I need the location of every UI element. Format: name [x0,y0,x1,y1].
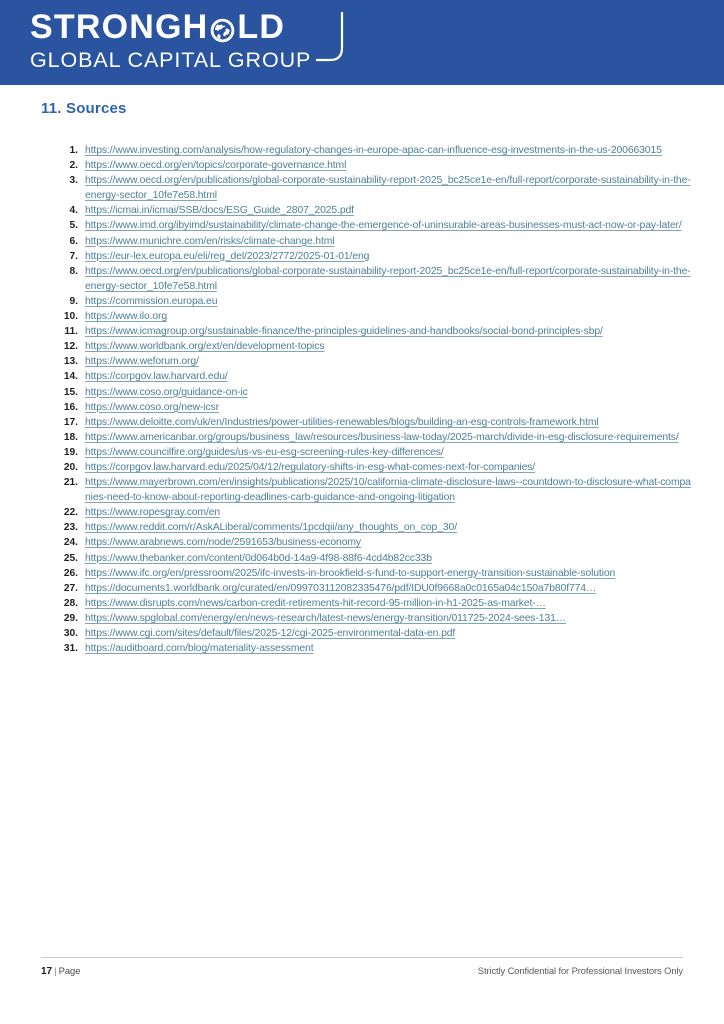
globe-icon [209,15,236,42]
list-item [52,445,692,460]
list-item-number: 26. [63,567,78,579]
list-item-number: 14. [63,371,78,383]
source-link[interactable]: https://www.imd.org/ibyimd/sustainability/climate-change-the-emergence-of-uninsurable-areas-businesses-must-act-now-or-pay-later/ [85,220,682,232]
list-item [52,641,692,656]
company-logo [30,8,330,72]
brand-text-after: LD [237,8,286,46]
list-item [52,294,692,309]
list-item-number: 11. [64,326,78,338]
list-item-number: 16. [63,401,78,413]
source-link[interactable]: https://auditboard.com/blog/materiality-assessment [85,643,314,655]
list-item [52,369,692,384]
list-item-number: 10. [63,311,78,323]
list-item-number: 22. [63,507,78,519]
brand-name-primary [30,8,330,46]
list-item [52,264,692,294]
source-link[interactable]: https://www.oecd.org/en/topics/corporate-governance.html [85,160,347,172]
source-link[interactable]: https://www.munichre.com/en/risks/climate-change.html [85,235,335,247]
list-item [52,626,692,641]
list-item-number: 21. [63,477,78,489]
list-item-number: 30. [63,628,78,639]
list-item-number: 3. [69,175,78,187]
list-item-number: 19. [63,446,78,458]
list-item [52,339,692,354]
logo-swoosh-icon [316,12,346,68]
source-link[interactable]: https://www.coso.org/new-icsr [85,401,219,413]
brand-name-secondary: GLOBAL CAPITAL GROUP [30,48,312,72]
list-item [52,460,692,475]
footer-separator: | [54,965,57,976]
source-link[interactable]: https://www.worldbank.org/ext/en/development-topics [85,341,325,353]
source-link[interactable]: https://www.americanbar.org/groups/business_law/resources/business-law-today/2025-march/divide-in-esg-disclosure-requirements/ [85,431,679,443]
list-item-number: 27. [63,582,78,594]
list-item-number: 17. [63,416,78,428]
source-link[interactable]: https://corpgov.law.harvard.edu/ [85,371,228,383]
source-link[interactable]: https://www.arabnews.com/node/2591653/business-economy [85,537,361,549]
source-link[interactable]: https://www.oecd.org/en/publications/global-corporate-sustainability-report-2025_bc25ce1e-en/full-report/corporate-sustainability-in-the-energy-sector_10fe7e58.html [85,265,691,292]
source-link[interactable]: https://www.thebanker.com/content/0d064b0d-14a9-4f98-88f6-4cd4b82cc33b [85,552,432,564]
source-link[interactable]: https://www.investing.com/analysis/how-regulatory-changes-in-europe-apac-can-influence-esg-investments-in-the-us-200663015 [85,145,662,156]
source-link[interactable]: https://www.weforum.org/ [85,356,199,368]
list-item-number: 5. [69,220,78,232]
source-link[interactable]: https://www.mayerbrown.com/en/insights/publications/2025/10/california-climate-disclosure-laws--countdown-to-disclosure-what-companies-need-to-know-about-reporting-deadlines-carb-guidance-and-ongoing-litigation [85,477,691,504]
list-item-number: 24. [63,537,78,549]
list-item [52,324,692,339]
list-item [52,415,692,430]
list-item-number: 7. [69,250,78,262]
list-item-number: 23. [63,522,78,534]
list-item [52,566,692,581]
source-link[interactable]: https://www.oecd.org/en/publications/global-corporate-sustainability-report-2025_bc25ce1e-en/full-report/corporate-sustainability-in-the-energy-sector_10fe7e58.html [85,175,691,202]
list-item-number: 18. [63,431,78,443]
list-item [52,309,692,324]
list-item [52,430,692,445]
list-item-number: 29. [63,612,78,624]
source-link[interactable]: https://www.councilfire.org/guides/us-vs-eu-esg-screening-rules-key-differences/ [85,446,444,458]
list-item [52,218,692,233]
list-item [52,520,692,535]
page-title: 11. Sources [41,100,127,117]
source-link[interactable]: https://corpgov.law.harvard.edu/2025/04/12/regulatory-shifts-in-esg-what-comes-next-for-companies/ [85,461,536,473]
list-item-number: 8. [69,265,78,277]
list-item [52,535,692,550]
source-link[interactable]: https://commission.europa.eu [85,295,218,307]
source-link[interactable]: https://documents1.worldbank.org/curated/en/099703112082335476/pdf/IDU0f9668a0c0165a04c150a7b80f774… [85,582,597,594]
list-item [52,400,692,415]
source-link[interactable]: https://www.ifc.org/en/pressroom/2025/ifc-invests-in-brookfield-s-fund-to-support-energy-transition-sustainable-solution [85,567,616,579]
list-item-number: 15. [63,386,78,398]
source-link[interactable]: https://www.spglobal.com/energy/en/news-research/latest-news/energy-transition/011725-2024-sees-131… [85,612,567,624]
list-item-number: 20. [63,461,78,473]
source-link[interactable]: https://www.cgi.com/sites/default/files/2025-12/cgi-2025-environmental-data-en.pdf [85,628,456,639]
source-link[interactable]: https://www.coso.org/guidance-on-ic [85,386,248,398]
sources-list [52,143,692,656]
list-item [52,505,692,520]
list-item-number: 6. [69,235,78,247]
footer-divider [41,957,683,958]
list-item [52,611,692,626]
page-label: Page [58,965,81,976]
confidentiality-notice: Strictly Confidential for Professional Investors Only [477,965,683,976]
list-item-number: 13. [63,356,78,368]
brand-text-before: STRONGH [30,8,209,46]
list-item [52,354,692,369]
page-number: 17 [41,966,53,977]
list-item-number: 2. [69,160,78,172]
list-item [52,203,692,218]
list-item [52,173,692,203]
source-link[interactable]: https://www.ropesgray.com/en [85,507,221,519]
list-item [52,551,692,566]
list-item [52,158,692,173]
source-link[interactable]: https://eur-lex.europa.eu/eli/reg_del/2023/2772/2025-01-01/eng [85,250,370,262]
source-link[interactable]: https://www.icmagroup.org/sustainable-finance/the-principles-guidelines-and-handbooks/social-bond-principles-sbp/ [85,326,603,338]
list-item-number: 1. [69,145,78,156]
source-link[interactable]: https://www.ilo.org [85,311,168,323]
page-footer [41,965,683,977]
header-banner [0,0,724,85]
list-item-number: 31. [63,643,78,655]
source-link[interactable]: https://www.deloitte.com/uk/en/Industries/power-utilities-renewables/blogs/building-an-esg-controls-framework.html [85,416,599,428]
list-item-number: 25. [63,552,78,564]
list-item [52,234,692,249]
list-item-number: 9. [69,295,78,307]
list-item [52,143,692,158]
list-item-number: 4. [69,205,78,217]
source-link[interactable]: https://www.reddit.com/r/AskALiberal/comments/1pcdqii/any_thoughts_on_cop_30/ [85,522,457,534]
list-item-number: 28. [63,597,78,609]
list-item [52,581,692,596]
source-link[interactable]: https://www.disrupts.com/news/carbon-credit-retirements-hit-record-95-million-in-h1-2025-as-market-… [85,597,546,609]
footer-page-indicator [41,965,80,977]
list-item [52,596,692,611]
list-item-number: 12. [63,341,78,353]
list-item [52,475,692,505]
list-item [52,249,692,264]
source-link[interactable]: https://icmai.in/icmai/SSB/docs/ESG_Guide_2807_2025.pdf [85,205,354,217]
list-item [52,385,692,400]
